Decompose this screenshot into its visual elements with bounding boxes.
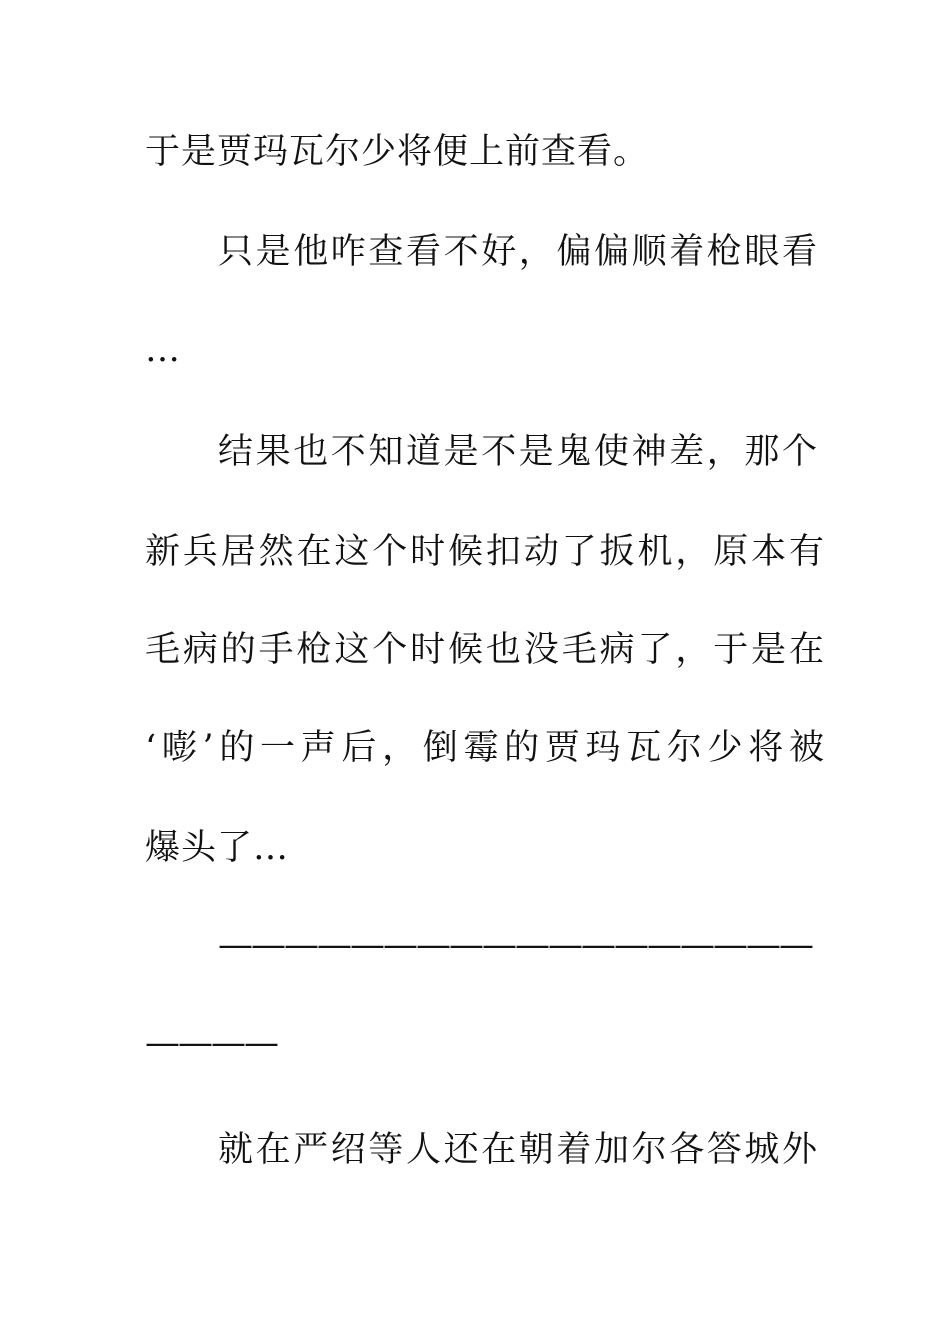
separator-line-2: ———— — [145, 1023, 277, 1063]
text-line-2: 只是他咋查看不好，偏偏顺着枪眼看 — [218, 232, 818, 272]
text-line-4: 结果也不知道是不是鬼使神差，那个 — [218, 432, 818, 472]
text-line-6: 毛病的手枪这个时候也没毛病了，于是在 — [145, 630, 825, 670]
text-line-1: 于是贾玛瓦尔少将便上前查看。 — [145, 132, 650, 172]
text-line-3: … — [145, 330, 181, 370]
text-line-7: ‘嘭’的一声后，倒霉的贾玛瓦尔少将被 — [145, 728, 825, 768]
text-line-8: 爆头了… — [145, 828, 290, 868]
separator-line-1: —————————————————— — [218, 925, 812, 965]
text-line-5: 新兵居然在这个时候扣动了扳机，原本有 — [145, 532, 825, 572]
text-line-9: 就在严绍等人还在朝着加尔各答城外 — [218, 1130, 818, 1170]
